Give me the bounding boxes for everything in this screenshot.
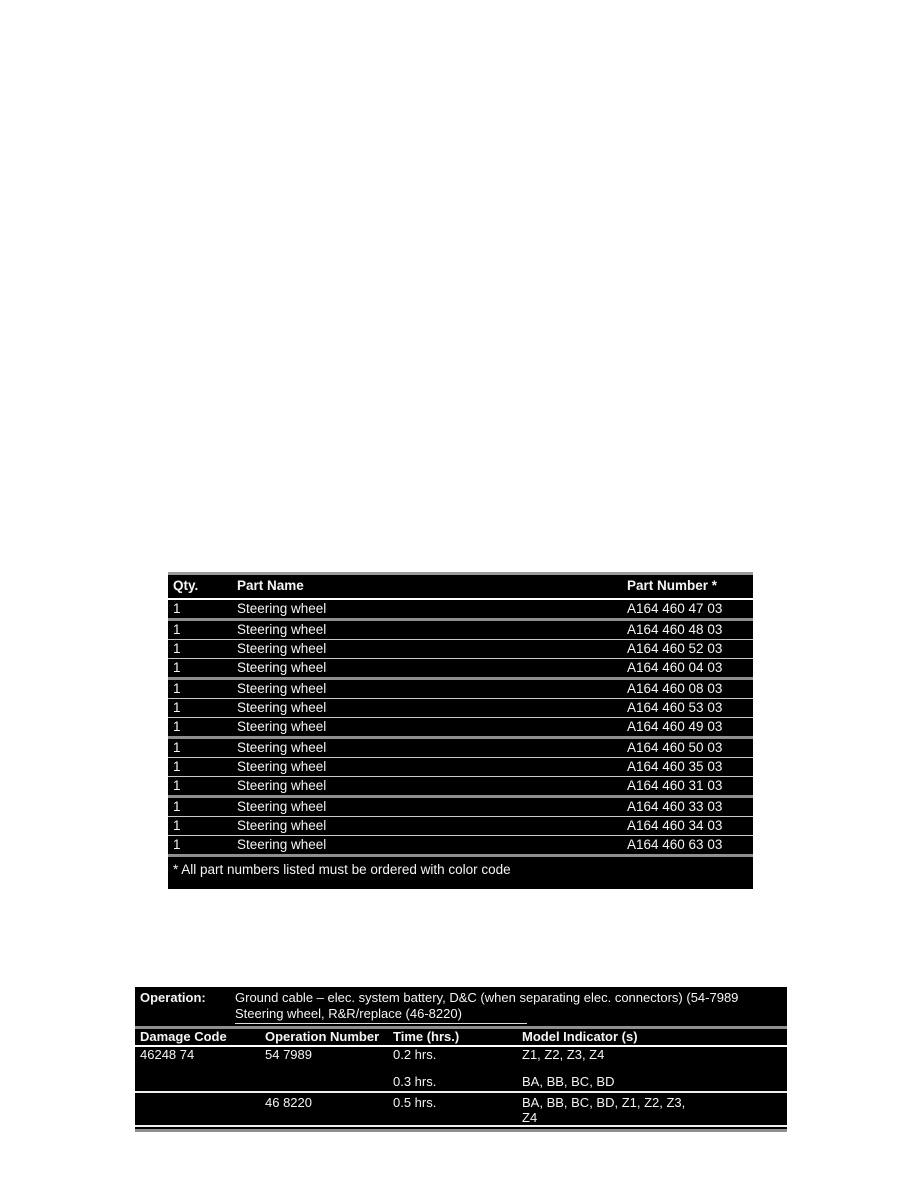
- part-name-cell: Steering wheel: [237, 622, 327, 637]
- part-number-cell: A164 460 33 03: [627, 799, 723, 814]
- part-name-cell: Steering wheel: [237, 700, 327, 715]
- part-name-cell: Steering wheel: [237, 719, 327, 734]
- parts-table: [168, 572, 753, 889]
- qty-cell: 1: [173, 837, 181, 852]
- labor-table: [135, 987, 787, 1132]
- qty-cell: 1: [173, 622, 181, 637]
- time-cell: 0.3 hrs.: [393, 1074, 437, 1089]
- qty-cell: 1: [173, 818, 181, 833]
- parts-header-part-number: Part Number *: [627, 578, 718, 593]
- part-name-cell: Steering wheel: [237, 818, 327, 833]
- operation-line-1: Ground cable – elec. system battery, D&C (when separating elec. connectors) (54-7989: [235, 990, 739, 1005]
- part-name-cell: Steering wheel: [237, 837, 327, 852]
- part-number-cell: A164 460 34 03: [627, 818, 723, 833]
- part-number-cell: A164 460 49 03: [627, 719, 723, 734]
- table-row: [168, 600, 753, 621]
- part-number-cell: A164 460 08 03: [627, 681, 723, 696]
- operation-line-2: Steering wheel, R&R/replace (46-8220): [235, 1006, 527, 1024]
- operation-number-cell: 54 7989: [265, 1047, 312, 1062]
- part-number-cell: A164 460 48 03: [627, 622, 723, 637]
- table-row: [168, 836, 753, 857]
- model-indicator-cell: Z1, Z2, Z3, Z4: [522, 1047, 605, 1062]
- qty-cell: 1: [173, 601, 181, 616]
- part-name-cell: Steering wheel: [237, 681, 327, 696]
- table-row: [168, 739, 753, 758]
- qty-cell: 1: [173, 641, 181, 656]
- table-row: [168, 758, 753, 777]
- time-cell: 0.2 hrs.: [393, 1047, 437, 1062]
- model-indicator-cell: BA, BB, BC, BD: [522, 1074, 615, 1089]
- qty-cell: 1: [173, 681, 181, 696]
- part-name-cell: Steering wheel: [237, 641, 327, 656]
- table-row: [168, 817, 753, 836]
- table-row: [168, 718, 753, 739]
- qty-cell: 1: [173, 759, 181, 774]
- part-number-cell: A164 460 31 03: [627, 778, 723, 793]
- time-cell: 0.5 hrs.: [393, 1095, 437, 1110]
- part-number-cell: A164 460 50 03: [627, 740, 723, 755]
- parts-header-qty: Qty.: [173, 578, 199, 593]
- operation-label: Operation:: [140, 990, 206, 1005]
- part-name-cell: Steering wheel: [237, 799, 327, 814]
- part-number-cell: A164 460 47 03: [627, 601, 723, 616]
- table-row: [135, 1093, 787, 1127]
- part-number-cell: A164 460 52 03: [627, 641, 723, 656]
- qty-cell: 1: [173, 799, 181, 814]
- part-name-cell: Steering wheel: [237, 759, 327, 774]
- table-row: [168, 680, 753, 699]
- table-row: [135, 1074, 787, 1093]
- qty-cell: 1: [173, 778, 181, 793]
- qty-cell: 1: [173, 719, 181, 734]
- labor-header-model-indicator: Model Indicator (s): [522, 1029, 638, 1044]
- table-row: [135, 1047, 787, 1065]
- table-row: [168, 659, 753, 680]
- part-name-cell: Steering wheel: [237, 601, 327, 616]
- qty-cell: 1: [173, 740, 181, 755]
- model-indicator-cell: BA, BB, BC, BD, Z1, Z2, Z3, Z4: [522, 1095, 686, 1125]
- part-number-cell: A164 460 53 03: [627, 700, 723, 715]
- part-name-cell: Steering wheel: [237, 778, 327, 793]
- part-number-cell: A164 460 04 03: [627, 660, 723, 675]
- labor-header-damage-code: Damage Code: [140, 1029, 227, 1044]
- part-name-cell: Steering wheel: [237, 660, 327, 675]
- operation-lines: [235, 990, 787, 1024]
- parts-table-header-row: [168, 575, 753, 600]
- operation-number-cell: 46 8220: [265, 1095, 312, 1110]
- table-row: [168, 699, 753, 718]
- parts-header-part-name: Part Name: [237, 578, 304, 593]
- qty-cell: 1: [173, 700, 181, 715]
- labor-header-operation-number: Operation Number: [265, 1029, 380, 1044]
- part-number-cell: A164 460 35 03: [627, 759, 723, 774]
- table-row: [168, 798, 753, 817]
- qty-cell: 1: [173, 660, 181, 675]
- operation-block: [135, 990, 787, 1024]
- table-row: [168, 640, 753, 659]
- table-row: [168, 777, 753, 798]
- labor-table-header-row: [135, 1029, 787, 1047]
- table-row: [168, 621, 753, 640]
- parts-table-footnote: * All part numbers listed must be ordered with color code: [173, 862, 511, 877]
- damage-code-cell: 46248 74: [140, 1047, 195, 1062]
- part-name-cell: Steering wheel: [237, 740, 327, 755]
- part-number-cell: A164 460 63 03: [627, 837, 723, 852]
- labor-header-time: Time (hrs.): [393, 1029, 460, 1044]
